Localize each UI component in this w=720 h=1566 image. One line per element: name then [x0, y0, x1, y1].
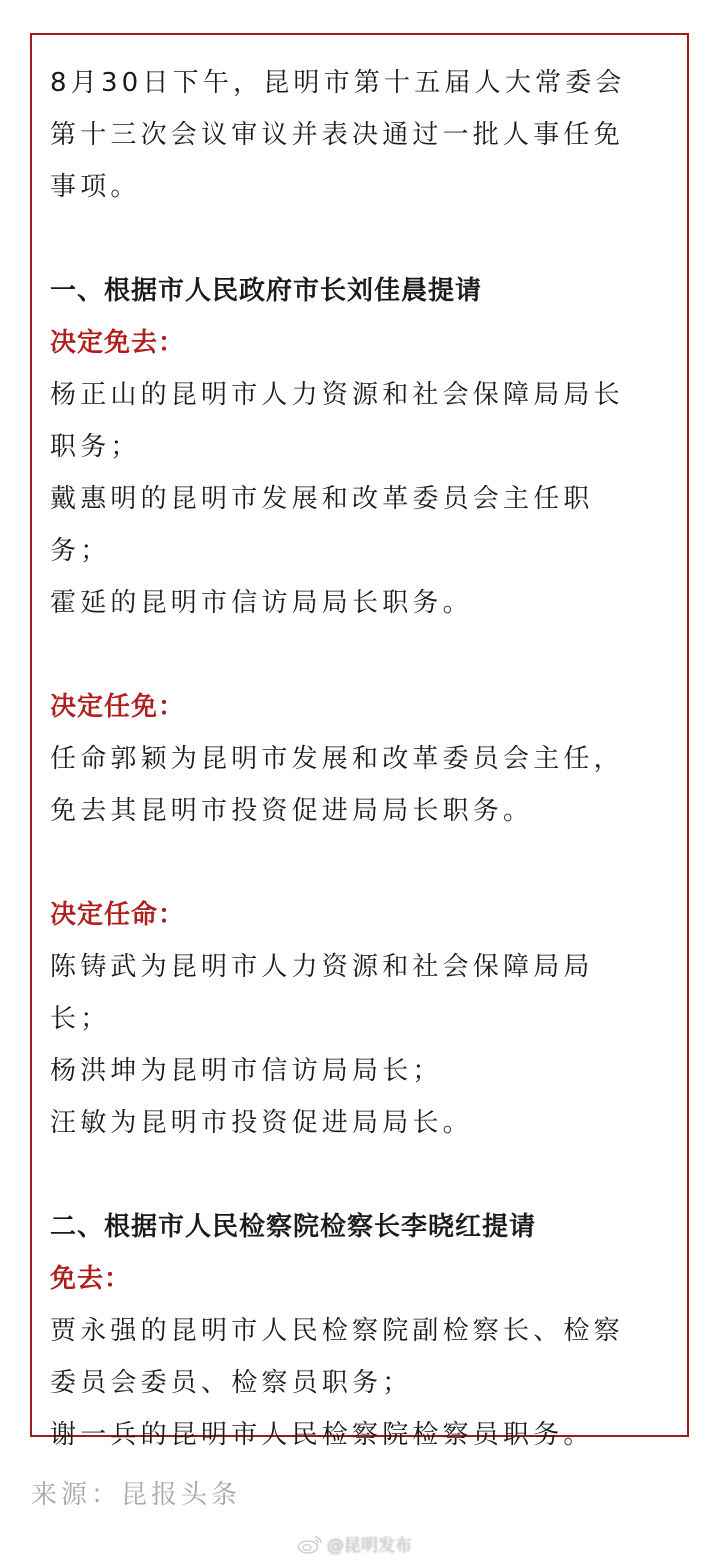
list-item: 汪敏为昆明市投资促进局局长。: [50, 1108, 473, 1138]
section1-heading: 一、根据市人民政府市长刘佳晨提请: [50, 276, 483, 306]
announcement-content: [50, 57, 680, 1461]
section1-remove-label: 决定免去：: [50, 328, 186, 358]
list-item: 杨正山的昆明市人力资源和社会保障局局长: [50, 380, 624, 410]
list-item: 谢一兵的昆明市人民检察院检察员职务。: [50, 1420, 594, 1450]
list-item: 免去其昆明市投资促进局局长职务。: [50, 796, 534, 826]
list-item: 职务；: [50, 432, 141, 462]
weibo-icon: [297, 1534, 323, 1554]
list-item: 贾永强的昆明市人民检察院副检察长、检察: [50, 1316, 624, 1346]
spacer: [50, 213, 680, 265]
list-item: 杨洪坤为昆明市信访局局长；: [50, 1056, 443, 1086]
section2-remove-label: 免去：: [50, 1264, 132, 1294]
list-item: 务；: [50, 536, 111, 566]
announcement-box: [30, 33, 689, 1450]
intro-line: 第十三次会议审议并表决通过一批人事任免: [50, 120, 624, 150]
list-item: 霍延的昆明市信访局局长职务。: [50, 588, 473, 618]
list-item: 任命郭颖为昆明市发展和改革委员会主任，: [50, 744, 624, 774]
spacer: [50, 1149, 680, 1201]
source-credit: 来源：昆报头条: [31, 1480, 242, 1510]
list-item: 长；: [50, 1004, 111, 1034]
weibo-watermark: [297, 1531, 412, 1556]
spacer: [50, 837, 680, 889]
section1-appoint-remove-label: 决定任免：: [50, 692, 186, 722]
list-item: 戴惠明的昆明市发展和改革委员会主任职: [50, 484, 594, 514]
section2-heading: 二、根据市人民检察院检察长李晓红提请: [50, 1212, 537, 1242]
intro-line: 事项。: [50, 172, 141, 202]
intro-line: 8月30日下午，昆明市第十五届人大常委会: [50, 68, 626, 98]
section1-appoint-label: 决定任命：: [50, 900, 186, 930]
watermark-text: @昆明发布: [327, 1536, 412, 1556]
spacer: [50, 629, 680, 681]
list-item: 委员会委员、检察员职务；: [50, 1368, 413, 1398]
list-item: 陈铸武为昆明市人力资源和社会保障局局: [50, 952, 594, 982]
